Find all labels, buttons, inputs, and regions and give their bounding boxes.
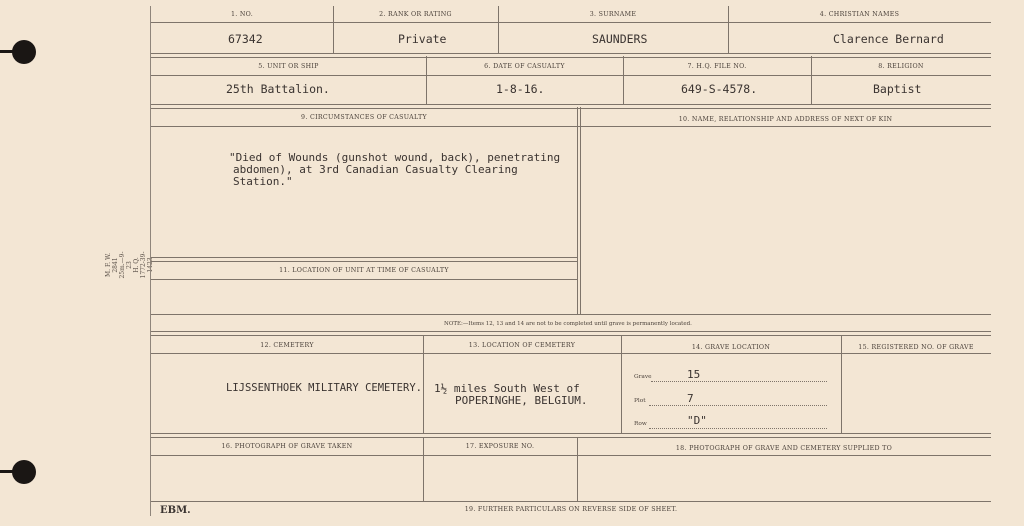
label-circumstances: 9. CIRCUMSTANCES OF CASUALTY	[301, 114, 427, 121]
label-plot: Plot	[634, 398, 646, 404]
value-grave: 15	[687, 368, 701, 381]
form-code-line-2: 25m.—9-23	[119, 251, 133, 279]
divider	[151, 331, 991, 336]
label-row: Row	[634, 421, 647, 427]
label-location-unit: 11. LOCATION OF UNIT AT TIME OF CASUALTY	[279, 267, 449, 274]
value-surname: SAUNDERS	[592, 32, 648, 46]
row-dots	[649, 427, 827, 429]
divider	[151, 53, 991, 58]
divider	[151, 353, 991, 354]
circumstances-line-3: Station."	[233, 175, 293, 188]
label-cemetery: 12. CEMETERY	[260, 342, 314, 349]
divider	[151, 126, 991, 127]
label-christian-names: 4. CHRISTIAN NAMES	[819, 11, 900, 18]
divider	[580, 107, 581, 314]
label-grave: Grave	[634, 374, 652, 380]
divider	[151, 104, 991, 109]
label-photo-taken: 16. PHOTOGRAPH OF GRAVE TAKEN	[221, 443, 353, 450]
label-location-cemetery: 13. LOCATION OF CEMETERY	[468, 342, 576, 349]
value-location-line-1: 1½ miles South West of	[434, 382, 580, 395]
label-next-of-kin: 10. NAME, RELATIONSHIP AND ADDRESS OF NEXT OF KIN	[678, 116, 893, 123]
divider	[151, 455, 991, 456]
casualty-form	[150, 6, 991, 516]
value-no: 67342	[228, 32, 263, 46]
clerk-initials: EBM.	[160, 505, 191, 516]
label-photo-supplied: 18. PHOTOGRAPH OF GRAVE AND CEMETERY SUPPLIED TO	[675, 445, 893, 452]
value-rank: Private	[398, 32, 447, 46]
divider	[151, 257, 577, 262]
form-code-line-1: M. F. W. 2841	[105, 252, 119, 278]
label-hq-file: 7. H.Q. FILE NO.	[687, 63, 747, 70]
label-date-casualty: 6. DATE OF CASUALTY	[484, 63, 565, 70]
label-surname: 3. SURNAME	[589, 11, 637, 18]
value-plot: 7	[687, 392, 694, 405]
divider	[151, 501, 991, 502]
divider	[151, 314, 991, 315]
grave-dots	[651, 380, 827, 382]
value-row: "D"	[687, 414, 707, 427]
value-religion: Baptist	[873, 82, 922, 96]
divider	[151, 433, 991, 438]
value-date-casualty: 1-8-16.	[496, 82, 545, 96]
circumstances-line-2: abdomen), at 3rd Canadian Casualty Clearing	[233, 163, 518, 176]
divider	[151, 22, 991, 23]
punch-hole-top	[12, 40, 36, 64]
note-text: NOTE:—Items 12, 13 and 14 are not to be completed until grave is permanently located.	[444, 321, 692, 327]
divider	[151, 279, 577, 280]
circumstances-line-1: "Died of Wounds (gunshot wound, back), penetrating	[229, 151, 561, 164]
value-location-line-2: POPERINGHE, BELGIUM.	[455, 394, 588, 407]
label-registered-no: 15. REGISTERED NO. OF GRAVE	[858, 344, 974, 351]
label-exposure-no: 17. EXPOSURE NO.	[465, 443, 535, 450]
label-rank: 2. RANK OR RATING	[379, 11, 452, 18]
label-unit: 5. UNIT OR SHIP	[258, 63, 319, 70]
value-unit: 25th Battalion.	[226, 82, 330, 96]
divider	[577, 107, 578, 314]
form-code-line-3: H. Q. 1772-39-1423	[133, 251, 154, 279]
label-no: 1. NO.	[230, 11, 254, 18]
plot-dots	[649, 404, 827, 406]
value-christian-names: Clarence Bernard	[833, 32, 944, 46]
value-hq-file: 649-S-4578.	[681, 82, 758, 96]
label-religion: 8. RELIGION	[878, 63, 924, 70]
label-further-particulars: 19. FURTHER PARTICULARS ON REVERSE SIDE OF SHEET.	[464, 506, 678, 513]
value-cemetery: LIJSSENTHOEK MILITARY CEMETERY.	[226, 382, 422, 394]
punch-hole-bottom	[12, 460, 36, 484]
divider	[151, 75, 991, 76]
divider	[423, 335, 424, 433]
label-grave-location: 14. GRAVE LOCATION	[691, 344, 771, 351]
